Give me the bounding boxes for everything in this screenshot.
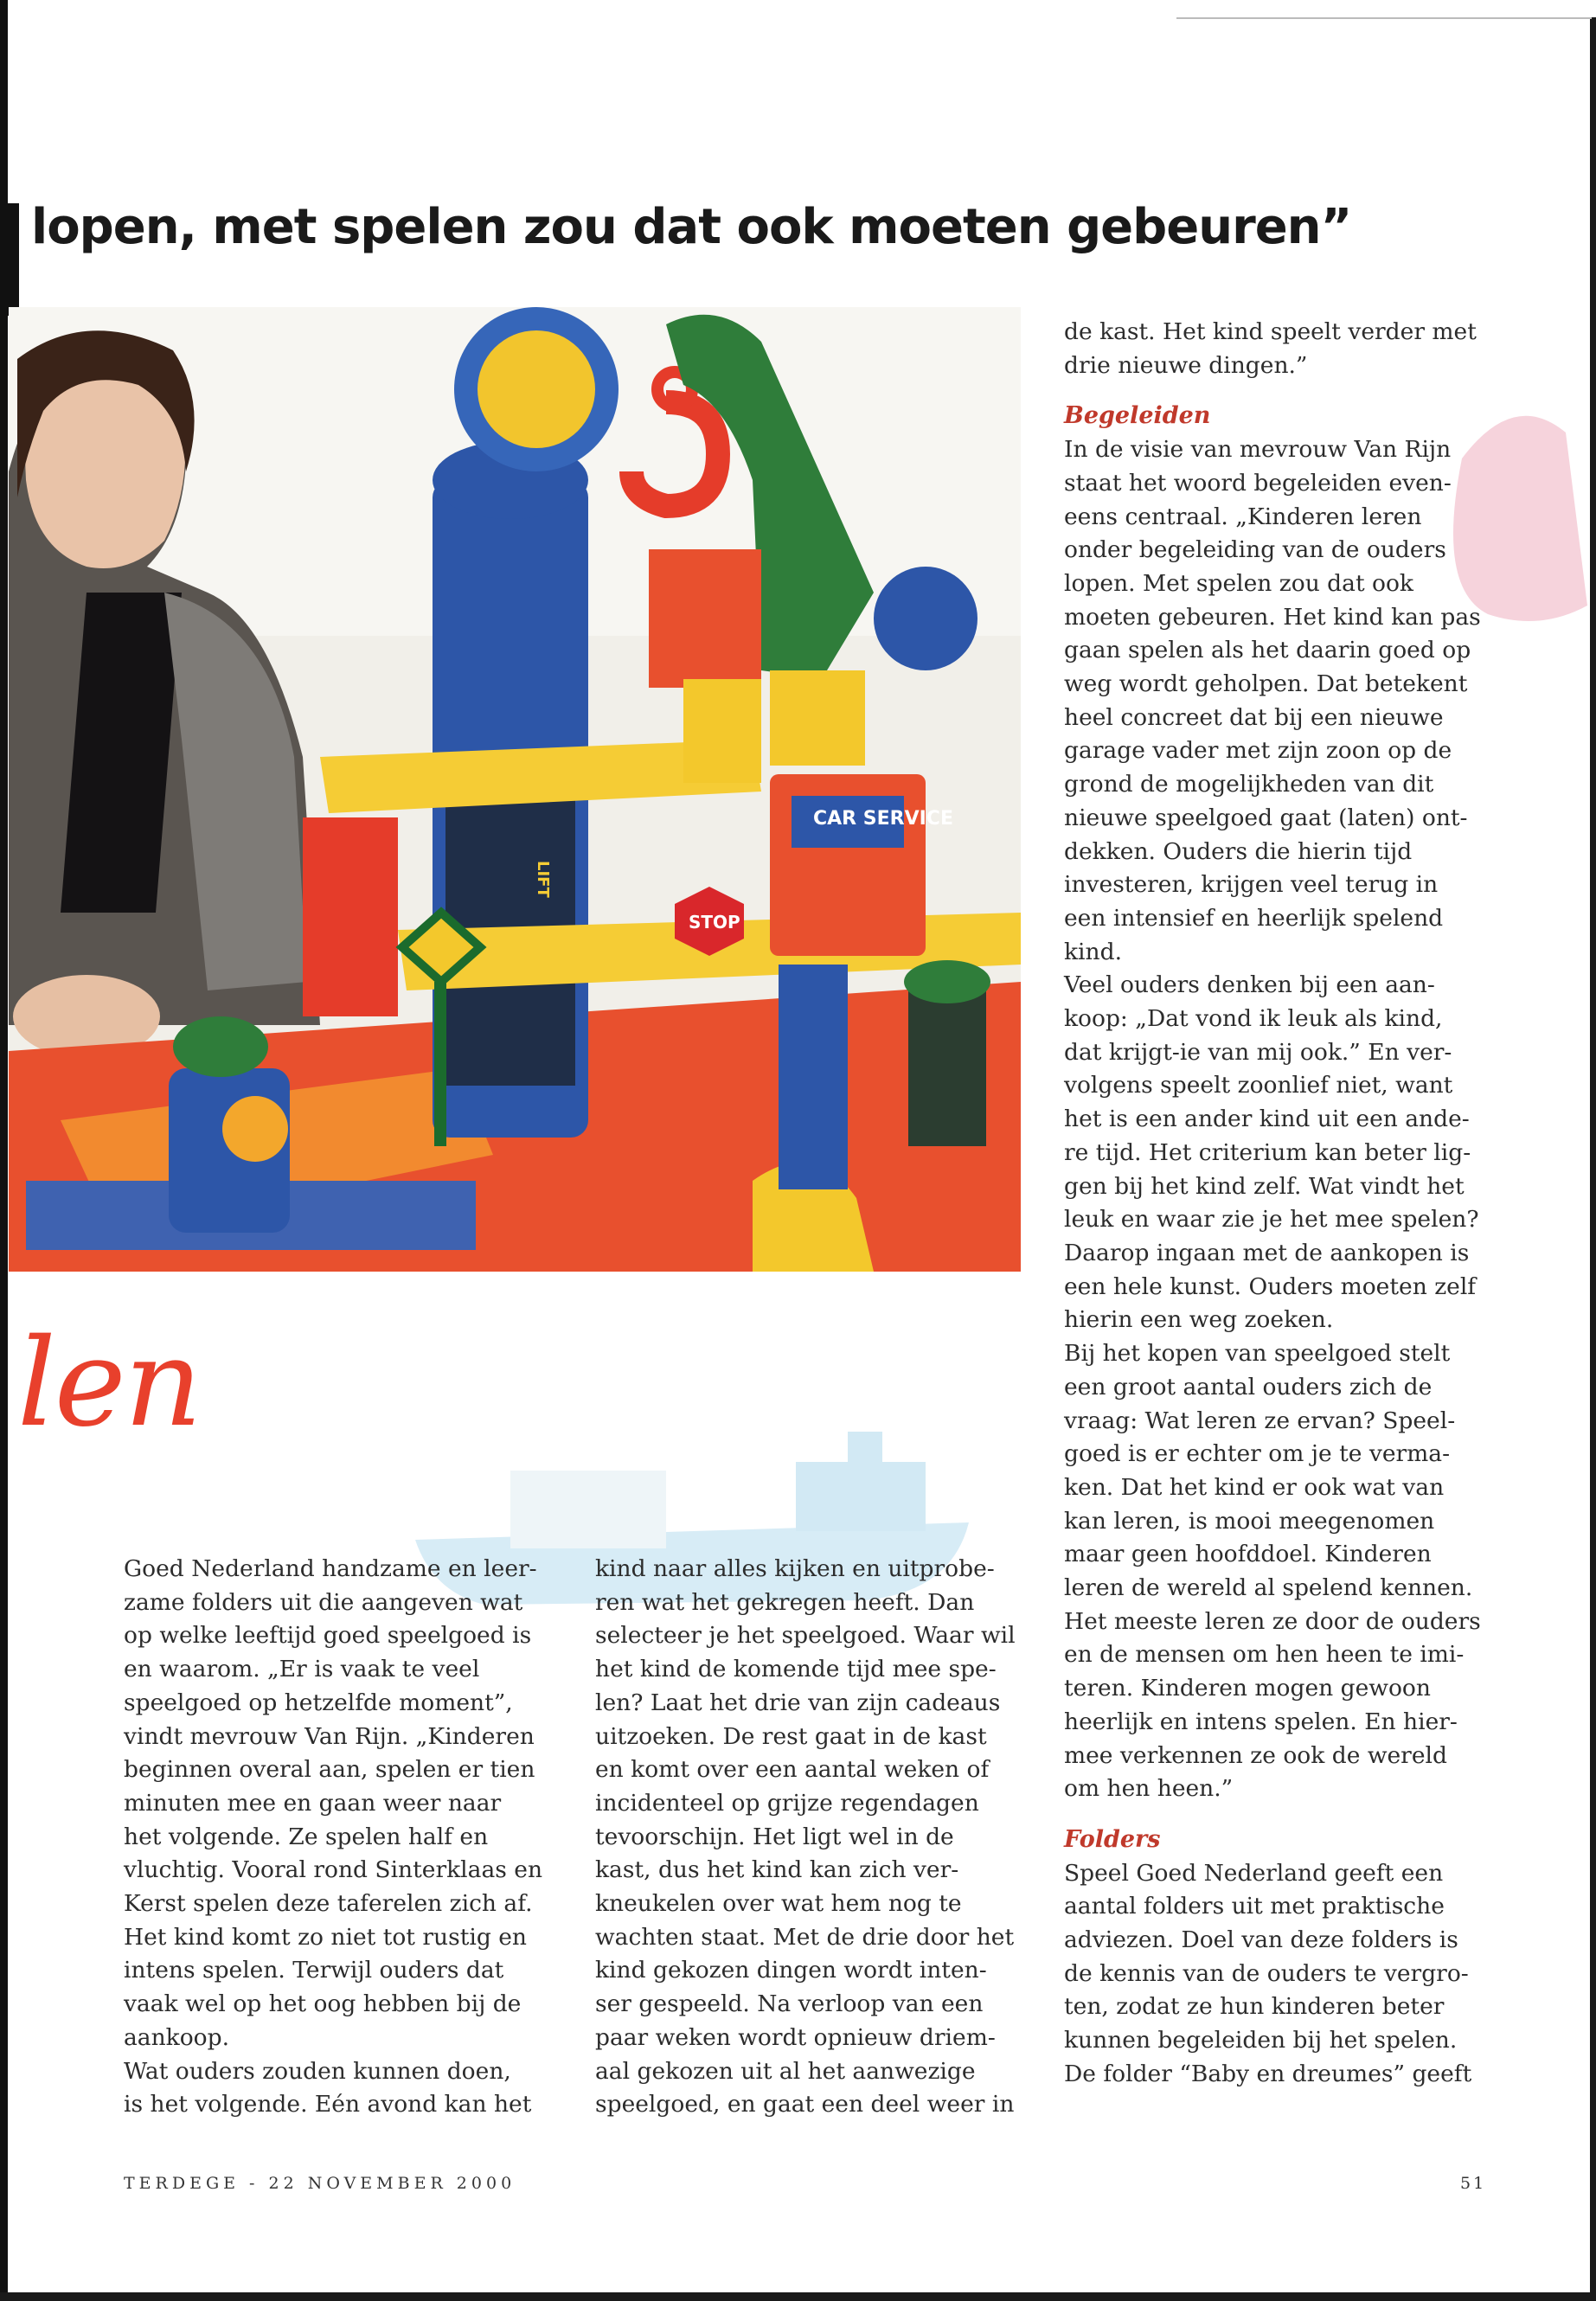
text-line: minuten mee en gaan weer naar [124, 1789, 502, 1817]
text-line: onder begeleiding van de ouders [1064, 536, 1446, 564]
text-line: om hen heen.” [1064, 1775, 1234, 1803]
text-line: vluchtig. Vooral rond Sinterklaas en [124, 1856, 543, 1884]
text-line: drie nieuwe dingen.” [1064, 351, 1308, 379]
text-line: leuk en waar zie je het mee spelen? [1064, 1206, 1479, 1234]
text-line: paar weken wordt opnieuw driem- [595, 2023, 996, 2051]
text-line: heerlijk en intens spelen. En hier- [1064, 1708, 1458, 1735]
text-line: kind. [1064, 938, 1122, 965]
text-line: aal gekozen uit al het aanwezige [595, 2057, 976, 2085]
text-line: aankoop. [124, 2023, 230, 2051]
text-line: dekken. Ouders die hierin tijd [1064, 837, 1413, 865]
text-line: gaan spelen als het daarin goed op [1064, 637, 1471, 664]
text-line: dat krijgt-ie van mij ook.” En ver- [1064, 1038, 1452, 1066]
page-edge-left [0, 0, 8, 2301]
text-line: kunnen begeleiden bij het spelen. [1064, 2027, 1458, 2054]
text-line: Veel ouders denken bij een aan- [1064, 971, 1435, 999]
text-line: gen bij het kind zelf. Wat vindt het [1064, 1172, 1465, 1200]
text-line: ten, zodat ze hun kinderen beter [1064, 1993, 1445, 2021]
text-line: vaak wel op het oog hebben bij de [124, 1990, 522, 2018]
text-line: en komt over een aantal weken of [595, 1756, 990, 1784]
text-line: volgens speelt zoonlief niet, want [1064, 1072, 1453, 1099]
photo-illustration [9, 307, 1021, 1272]
text-line: staat het woord begeleiden even- [1064, 469, 1452, 497]
text-line: het volgende. Ze spelen half en [124, 1823, 489, 1850]
text-line: is het volgende. Eén avond kan het [124, 2091, 532, 2118]
text-line: In de visie van mevrouw Van Rijn [1064, 436, 1452, 464]
text-line: Bij het kopen van speelgoed stelt [1064, 1340, 1451, 1368]
text-line: vindt mevrouw Van Rijn. „Kinderen [124, 1722, 535, 1750]
text-line: leren de wereld al spelend kennen. [1064, 1574, 1473, 1602]
text-line: ren wat het gekregen heeft. Dan [595, 1588, 975, 1616]
text-line: weg wordt geholpen. Dat betekent [1064, 670, 1468, 698]
text-line: en de mensen om hen heen te imi- [1064, 1641, 1465, 1669]
section-title-fragment: len [17, 1313, 201, 1454]
text-line: Het meeste leren ze door de ouders [1064, 1607, 1481, 1635]
text-line: aantal folders uit met praktische [1064, 1893, 1445, 1920]
left-bar-mark [0, 203, 19, 316]
text-line: een hele kunst. Ouders moeten zelf [1064, 1272, 1477, 1300]
headline: lopen, met spelen zou dat ook moeten gebeuren” [31, 199, 1352, 255]
photo-panel-text: CAR SERVICE [813, 808, 953, 830]
text-line: investeren, krijgen veel terug in [1064, 871, 1439, 899]
toy-garage-photo [9, 307, 1021, 1272]
text-line: mee verkennen ze ook de wereld [1064, 1741, 1447, 1769]
text-line: incidenteel op grijze regendagen [595, 1789, 979, 1817]
footer-publication: TERDEGE - 22 NOVEMBER 2000 [124, 2174, 516, 2193]
text-line: heel concreet dat bij een nieuwe [1064, 703, 1444, 731]
text-line: maar geen hoofddoel. Kinderen [1064, 1541, 1432, 1568]
photo-lift-text: LIFT [534, 861, 552, 898]
text-line: Kerst spelen deze taferelen zich af. [124, 1890, 533, 1918]
text-line: uitzoeken. De rest gaat in de kast [595, 1722, 987, 1750]
text-line: tevoorschijn. Het ligt wel in de [595, 1823, 954, 1850]
text-line: koop: „Dat vond ik leuk als kind, [1064, 1005, 1443, 1033]
text-line: De folder “Baby en dreumes” geeft [1064, 2060, 1472, 2087]
top-rule [1176, 17, 1592, 19]
text-line: Daarop ingaan met de aankopen is [1064, 1239, 1470, 1266]
text-line: Wat ouders zouden kunnen doen, [124, 2057, 511, 2085]
text-line: goed is er echter om je te verma- [1064, 1440, 1451, 1468]
text-line: Goed Nederland handzame en leer- [124, 1555, 537, 1582]
text-line: en waarom. „Er is vaak te veel [124, 1656, 480, 1683]
text-column-2 [595, 1553, 1028, 2122]
subhead-folders: Folders [1064, 1825, 1161, 1853]
text-line: vraag: Wat leren ze ervan? Speel- [1064, 1407, 1456, 1434]
text-line: nieuwe speelgoed gaat (laten) ont- [1064, 804, 1468, 831]
text-line: Het kind komt zo niet tot rustig en [124, 1923, 527, 1951]
text-column-3 [1064, 316, 1497, 2092]
text-line: Speel Goed Nederland geeft een [1064, 1859, 1444, 1887]
text-line: wachten staat. Met de drie door het [595, 1923, 1015, 1951]
text-line: speelgoed, en gaat een deel weer in [595, 2091, 1015, 2118]
text-column-1 [124, 1553, 556, 2122]
page-edge-bottom [0, 2292, 1596, 2301]
page-number: 51 [1460, 2174, 1487, 2193]
text-line: kast, dus het kind kan zich ver- [595, 1856, 959, 1884]
text-line: garage vader met zijn zoon op de [1064, 737, 1452, 765]
text-line: moeten gebeuren. Het kind kan pas [1064, 603, 1481, 631]
text-line: zame folders uit die aangeven wat [124, 1588, 523, 1616]
text-line: lopen. Met spelen zou dat ook [1064, 569, 1413, 597]
text-line: beginnen overal aan, spelen er tien [124, 1756, 535, 1784]
text-line: hierin een weg zoeken. [1064, 1306, 1334, 1334]
text-line: op welke leeftijd goed speelgoed is [124, 1622, 532, 1650]
text-line: de kast. Het kind speelt verder met [1064, 318, 1477, 345]
text-line: een intensief en heerlijk spelend [1064, 904, 1444, 932]
text-line: kind gekozen dingen wordt inten- [595, 1957, 987, 1984]
text-line: speelgoed op hetzelfde moment”, [124, 1689, 513, 1716]
subhead-begeleiden: Begeleiden [1064, 402, 1211, 430]
text-line: het is een ander kind uit een ande- [1064, 1106, 1470, 1133]
text-line: ser gespeeld. Na verloop van een [595, 1990, 984, 2018]
text-line: kneukelen over wat hem nog te [595, 1890, 962, 1918]
text-line: intens spelen. Terwijl ouders dat [124, 1957, 504, 1984]
text-line: het kind de komende tijd mee spe- [595, 1656, 997, 1683]
text-line: re tijd. Het criterium kan beter lig- [1064, 1138, 1471, 1166]
text-line: kind naar alles kijken en uitprobe- [595, 1555, 995, 1582]
text-line: de kennis van de ouders te vergro- [1064, 1959, 1469, 1987]
photo-stop-text: STOP [689, 912, 740, 933]
text-line: grond de mogelijkheden van dit [1064, 771, 1434, 798]
page-edge-right [1590, 17, 1596, 2301]
text-line: ken. Dat het kind er ook wat van [1064, 1473, 1445, 1501]
text-line: een groot aantal ouders zich de [1064, 1373, 1433, 1400]
text-line: eens centraal. „Kinderen leren [1064, 503, 1422, 530]
text-line: teren. Kinderen mogen gewoon [1064, 1675, 1431, 1702]
text-line: selecteer je het speelgoed. Waar wil [595, 1622, 1016, 1650]
text-line: kan leren, is mooi meegenomen [1064, 1507, 1435, 1535]
text-line: len? Laat het drie van zijn cadeaus [595, 1689, 1001, 1716]
text-line: adviezen. Doel van deze folders is [1064, 1926, 1458, 1954]
